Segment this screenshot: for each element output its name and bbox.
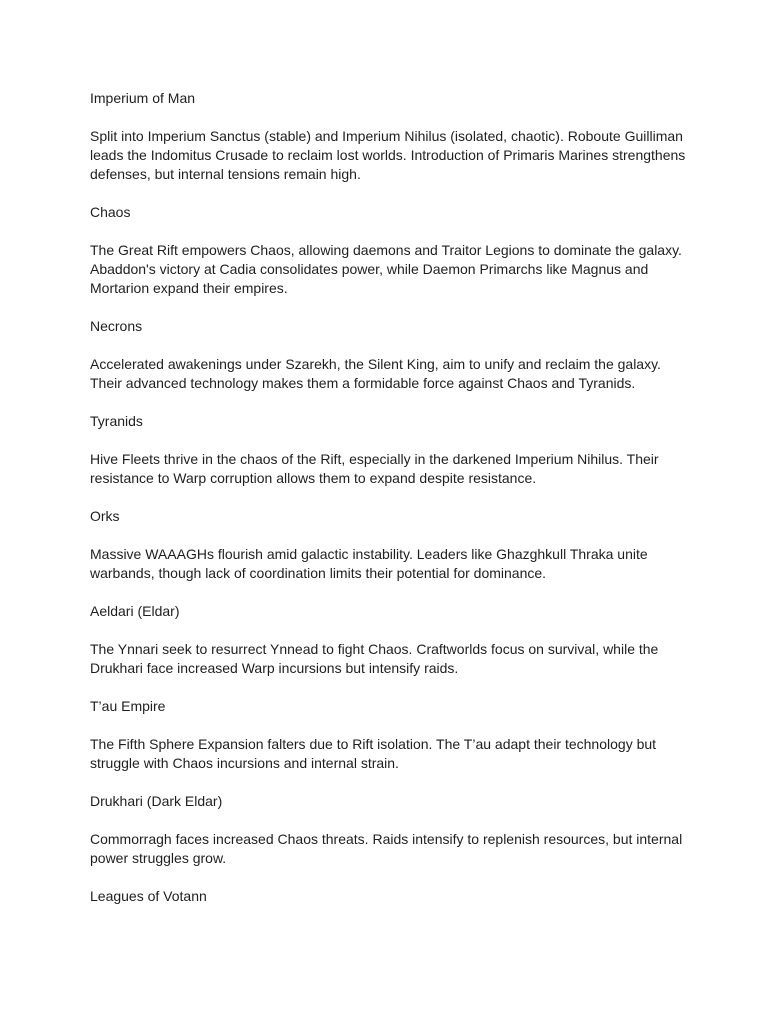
document-page: [90, 89, 690, 925]
section-heading-votann: Leagues of Votann: [90, 888, 207, 904]
section-heading-aeldari: Aeldari (Eldar): [90, 603, 180, 619]
section-body-tyranids: Hive Fleets thrive in the chaos of the Rift, especially in the darkened Imperium Nihilus. Their resistance to Warp corruption allows them to expand despite resistance.: [90, 451, 659, 486]
section-heading-necrons: Necrons: [90, 318, 143, 334]
section-body-necrons: Accelerated awakenings under Szarekh, the Silent King, aim to unify and reclaim the galaxy. Their advanced technology makes them a formidable force against Chaos and Tyranids.: [90, 356, 661, 391]
section-body-aeldari: The Ynnari seek to resurrect Ynnead to fight Chaos. Craftworlds focus on survival, while the Drukhari face increased Warp incursions but intensify raids.: [90, 641, 659, 676]
section-body-tau: The Fifth Sphere Expansion falters due to Rift isolation. The T’au adapt their technology but struggle with Chaos incursions and internal strain.: [90, 736, 657, 771]
section-body-orks: Massive WAAAGHs flourish amid galactic instability. Leaders like Ghazghkull Thraka unite warbands, though lack of coordination limits their potential for dominance.: [90, 546, 648, 581]
section-heading-chaos: Chaos: [90, 204, 131, 220]
section-body-imperium: Split into Imperium Sanctus (stable) and Imperium Nihilus (isolated, chaotic). Roboute Guilliman leads the Indomitus Crusade to reclaim lost worlds. Introduction of Primaris Marines strengthens defenses, but internal tensions remain high.: [90, 128, 686, 182]
section-body-chaos: The Great Rift empowers Chaos, allowing daemons and Traitor Legions to dominate the galaxy. Abaddon's victory at Cadia consolidates power, while Daemon Primarchs like Magnus and Mortarion expand their empires.: [90, 242, 682, 296]
section-heading-orks: Orks: [90, 508, 120, 524]
section-heading-tyranids: Tyranids: [90, 413, 143, 429]
section-body-drukhari: Commorragh faces increased Chaos threats. Raids intensify to replenish resources, but internal power struggles grow.: [90, 831, 683, 866]
section-heading-tau: T’au Empire: [90, 698, 166, 714]
section-heading-drukhari: Drukhari (Dark Eldar): [90, 793, 223, 809]
section-heading-imperium: Imperium of Man: [90, 90, 196, 106]
